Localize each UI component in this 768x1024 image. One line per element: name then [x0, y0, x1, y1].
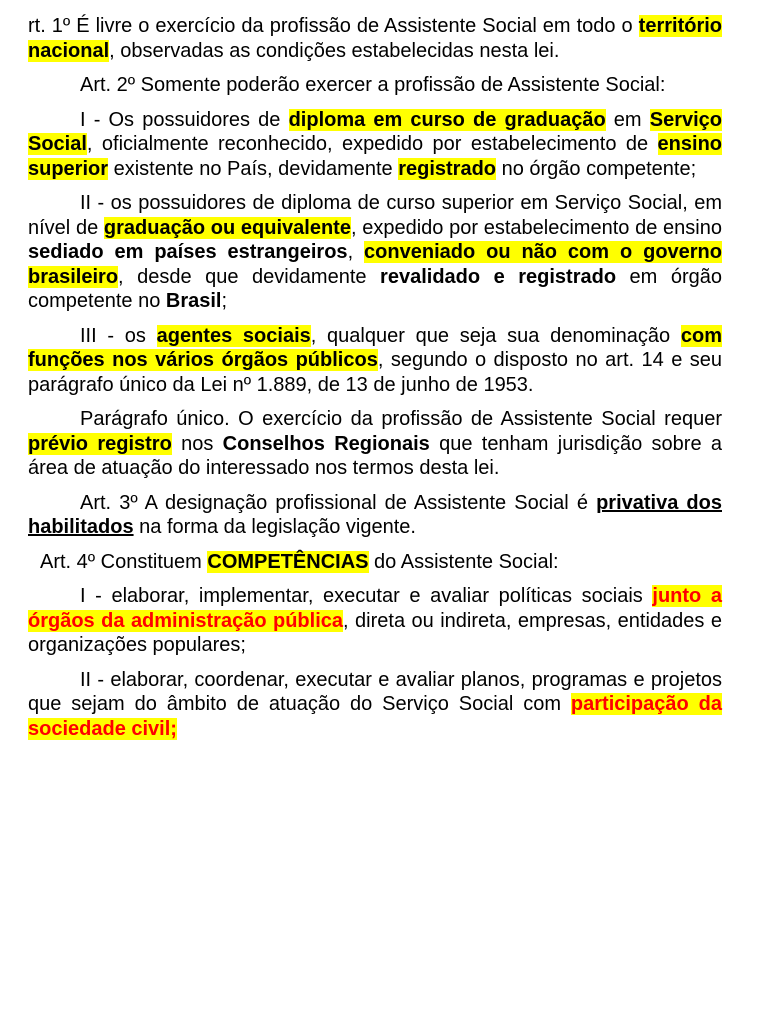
text: que tenham jurisdição sobre a área de atuação do interessado nos termos desta lei.: [28, 432, 723, 479]
text: , segundo o disposto no art. 14 e seu parágrafo único da Lei nº 1.889, de 13 de junho de 1953.: [28, 349, 723, 396]
art2-paragrafo-unico: [28, 407, 722, 481]
text: , qualquer que seja sua denominação: [310, 324, 681, 347]
art2-intro: Art. 2º Somente poderão exercer a profissão de Assistente Social:: [80, 74, 666, 96]
bold-brasil: Brasil: [165, 290, 222, 312]
highlight-red-sociedade-civil: participação da sociedade civil;: [28, 693, 722, 740]
bold-conselhos-regionais: Conselhos Regionais: [222, 432, 430, 455]
text: em órgão competente no: [28, 265, 723, 312]
text: I - elaborar, implementar, executar e avaliar políticas sociais: [80, 585, 653, 607]
highlight-servico-social: Serviço Social: [28, 108, 723, 155]
highlight-red-administracao-publica: junto a órgãos da administração pública: [28, 585, 723, 632]
highlight-territorio-nacional: território nacional: [28, 15, 722, 62]
art4-intro: [28, 550, 722, 575]
text: na forma da legislação vigente.: [133, 516, 416, 538]
text: existente no País, devidamente: [108, 157, 399, 180]
text: , expedido por estabelecimento de ensino: [350, 216, 722, 239]
highlight-competencias: COMPETÊNCIAS: [207, 550, 369, 573]
highlight-conveniado: conveniado ou não com o governo brasileiro: [28, 241, 722, 288]
art1-text-end: , observadas as condições estabelecidas nesta lei.: [109, 39, 560, 62]
text: Art. 3º A designação profissional de Assistente Social é: [80, 491, 597, 514]
highlight-graduacao-equivalente: graduação ou equivalente: [103, 216, 351, 239]
art1-paragraph: [28, 14, 722, 63]
document-page: [28, 14, 722, 751]
art4-item-i: [28, 584, 722, 658]
text: , oficialmente reconhecido, expedido por estabelecimento de: [86, 133, 658, 155]
highlight-agentes-sociais: agentes sociais: [156, 324, 311, 347]
text: Art. 4º Constituem: [40, 550, 208, 573]
art2-item-i: [28, 108, 722, 182]
art1-text: rt. 1º É livre o exercício da profissão de Assistente Social em todo o: [28, 15, 639, 37]
text: em: [605, 108, 650, 131]
highlight-previo-registro: prévio registro: [28, 432, 172, 455]
highlight-funcoes-orgaos: com funções nos vários órgãos públicos: [28, 324, 723, 371]
bold-underline-privativa: privativa dos habilitados: [28, 491, 722, 538]
text: II - os possuidores de diploma de curso superior em Serviço Social, em nível de: [28, 192, 722, 239]
art2-item-iii: [28, 324, 722, 398]
art4-item-ii: [28, 668, 722, 742]
text: III - os: [80, 324, 157, 347]
text: ,: [347, 241, 365, 263]
art2-item-ii: [28, 191, 722, 314]
text: nos: [171, 432, 223, 455]
highlight-ensino-superior: ensino superior: [28, 133, 722, 180]
text: no órgão competente;: [496, 157, 697, 180]
art3-paragraph: [28, 491, 722, 540]
text: , desde que devidamente: [118, 265, 381, 288]
text: II - elaborar, coordenar, executar e avaliar planos, programas e projetos que sejam do âmbito de atuação do Serviço Social com: [28, 668, 722, 715]
text: , direta ou indireta, empresas, entidades e organizações populares;: [28, 609, 722, 656]
bold-revalidado-registrado: revalidado e registrado: [380, 265, 617, 288]
highlight-diploma-graduacao: diploma em curso de graduação: [288, 108, 606, 131]
text: ;: [221, 290, 228, 312]
text: Parágrafo único. O exercício da profissão de Assistente Social requer: [80, 408, 722, 430]
text: I - Os possuidores de: [80, 108, 289, 131]
text: do Assistente Social:: [368, 550, 559, 573]
highlight-registrado: registrado: [398, 157, 497, 180]
bold-sediado-estrangeiros: sediado em países estrangeiros: [28, 241, 348, 263]
